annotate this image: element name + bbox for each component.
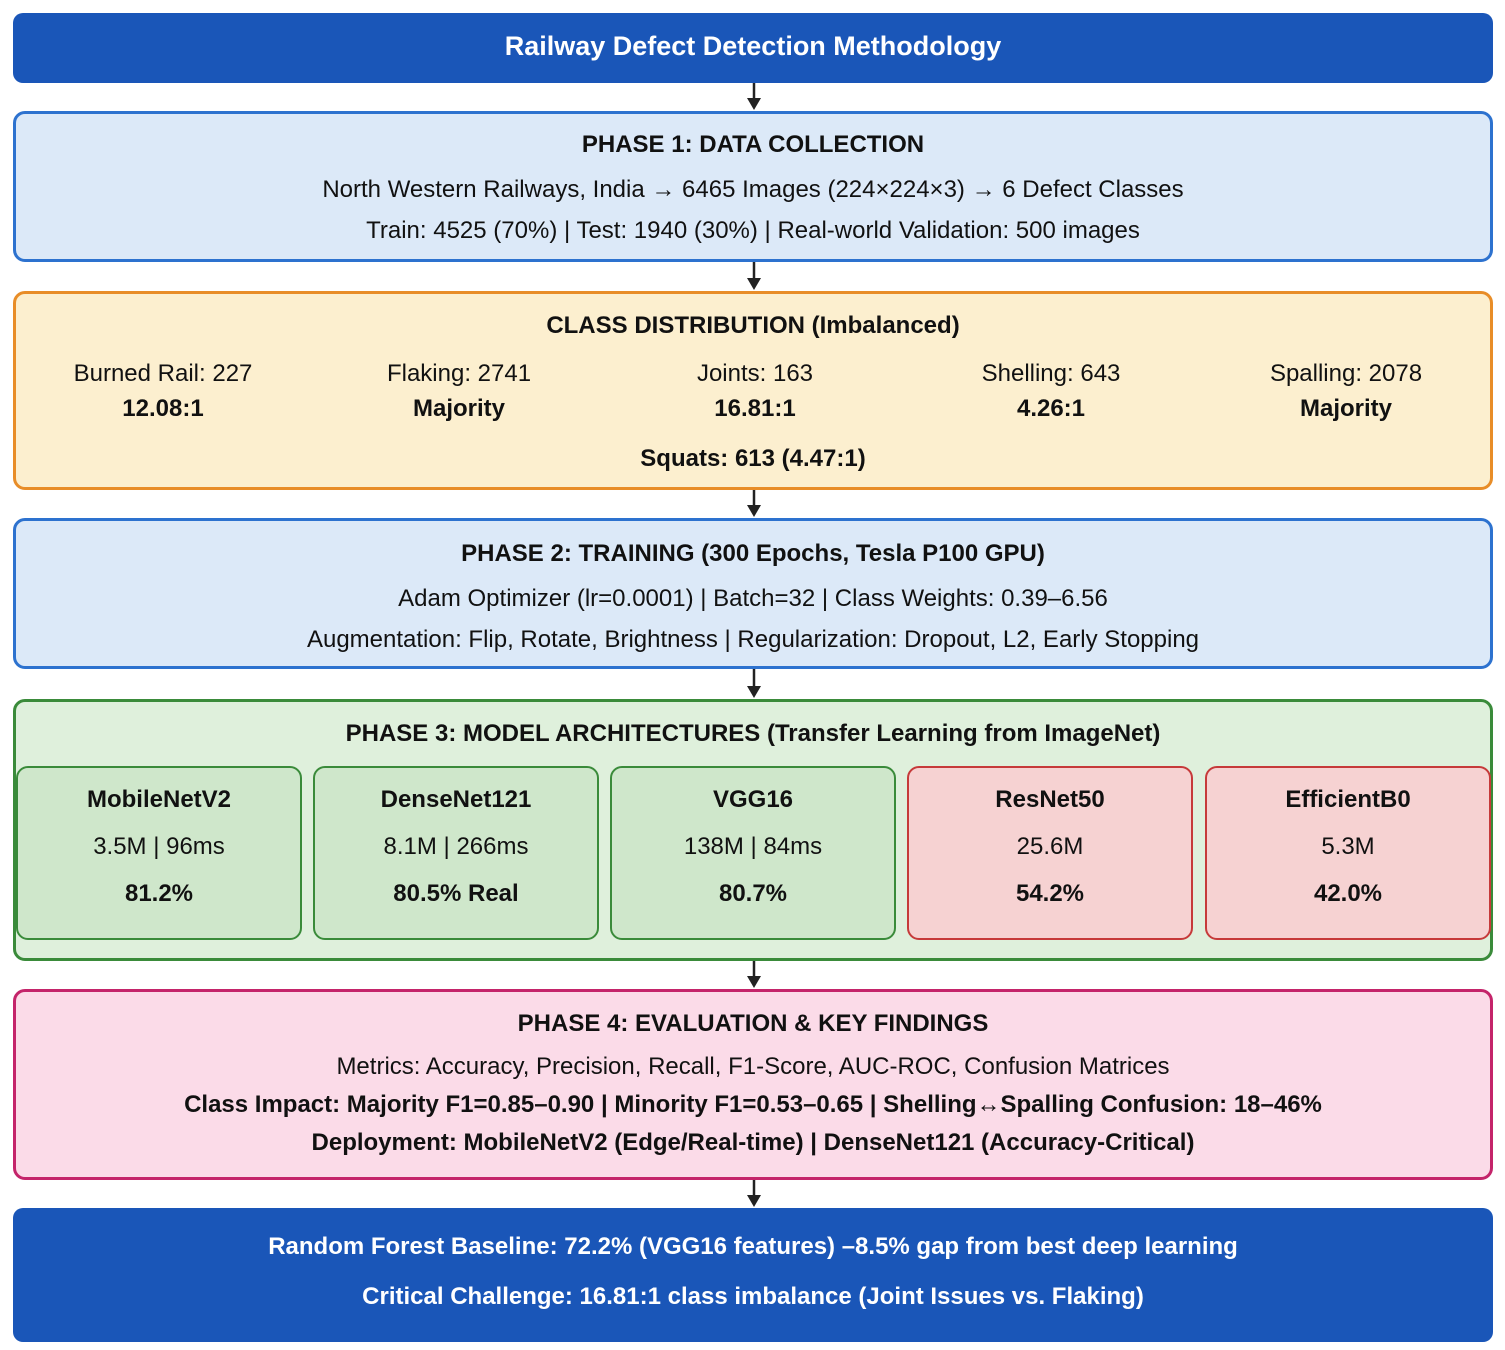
- model-name: EfficientB0: [1285, 786, 1411, 813]
- phase3-heading: PHASE 3: MODEL ARCHITECTURES (Transfer Learning from ImageNet): [345, 720, 1161, 747]
- arrow-down-icon: [746, 83, 762, 111]
- class-item: [608, 360, 902, 423]
- class-label: Burned Rail: 227: [73, 360, 253, 387]
- arrow-down-icon: [746, 1180, 762, 1208]
- phase4-box: [13, 989, 1493, 1180]
- model-accuracy: 80.5% Real: [393, 880, 519, 907]
- summary-bar: [13, 1208, 1493, 1342]
- model-name: MobileNetV2: [86, 786, 232, 813]
- class-ratio: Majority: [1299, 395, 1392, 422]
- model-stats: 138M | 84ms: [683, 833, 823, 860]
- class-ratio: 12.08:1: [122, 395, 204, 422]
- arrow-down-icon: [746, 490, 762, 518]
- class-item: [312, 360, 606, 423]
- phase1-line1: North Western Railways, India → 6465 Images (224×224×3) → 6 Defect Classes: [322, 176, 1184, 203]
- phase2-line1: Adam Optimizer (lr=0.0001) | Batch=32 | Class Weights: 0.39–6.56: [398, 585, 1108, 612]
- baseline-text: Random Forest Baseline: 72.2% (VGG16 features) –8.5% gap from best deep learning: [268, 1233, 1238, 1260]
- diagram-title: Railway Defect Detection Methodology: [504, 31, 1002, 61]
- model-accuracy: 42.0%: [1313, 880, 1383, 907]
- challenge-text: Critical Challenge: 16.81:1 class imbalance (Joint Issues vs. Flaking): [362, 1283, 1144, 1310]
- model-card-vgg16: [610, 766, 896, 940]
- phase2-heading: PHASE 2: TRAINING (300 Epochs, Tesla P100 GPU): [461, 540, 1045, 567]
- class-ratio: 16.81:1: [714, 395, 796, 422]
- model-name: DenseNet121: [380, 786, 532, 813]
- title-bar: [13, 13, 1493, 83]
- model-stats: 5.3M: [1321, 833, 1375, 860]
- model-card-densenet121: [313, 766, 599, 940]
- model-card-mobilenetv2: [16, 766, 302, 940]
- phase1-box: [13, 111, 1493, 262]
- phase4-heading: PHASE 4: EVALUATION & KEY FINDINGS: [517, 1010, 989, 1037]
- class-item: [904, 360, 1198, 423]
- arrow-down-icon: [746, 669, 762, 699]
- phase4-deployment: Deployment: MobileNetV2 (Edge/Real-time) | DenseNet121 (Accuracy-Critical): [311, 1129, 1195, 1156]
- class-label: Shelling: 643: [981, 360, 1121, 387]
- arrow-down-icon: [746, 961, 762, 989]
- model-stats: 3.5M | 96ms: [93, 833, 225, 860]
- phase1-line2: Train: 4525 (70%) | Test: 1940 (30%) | Real-world Validation: 500 images: [366, 217, 1140, 244]
- model-card-resnet50: [907, 766, 1193, 940]
- phase3-box: [13, 699, 1493, 961]
- class-distribution-box: [13, 291, 1493, 490]
- model-accuracy: 80.7%: [718, 880, 788, 907]
- class-label: Joints: 163: [696, 360, 814, 387]
- class-item: [1199, 360, 1493, 423]
- class-distribution-heading: CLASS DISTRIBUTION (Imbalanced): [546, 312, 960, 339]
- class-item: [16, 360, 310, 423]
- class-label: Spalling: 2078: [1269, 360, 1423, 387]
- model-accuracy: 54.2%: [1015, 880, 1085, 907]
- model-accuracy: 81.2%: [124, 880, 194, 907]
- squats-class: Squats: 613 (4.47:1): [640, 445, 866, 472]
- model-stats: 25.6M: [1016, 833, 1084, 860]
- model-stats: 8.1M | 266ms: [383, 833, 529, 860]
- class-ratio: 4.26:1: [1016, 395, 1086, 422]
- phase1-heading: PHASE 1: DATA COLLECTION: [581, 131, 925, 158]
- class-ratio: Majority: [412, 395, 505, 422]
- model-name: ResNet50: [995, 786, 1105, 813]
- model-name: VGG16: [712, 786, 794, 813]
- phase4-class-impact: Class Impact: Majority F1=0.85–0.90 | Minority F1=0.53–0.65 | Shelling↔Spalling Confusion: 18–46%: [184, 1091, 1322, 1118]
- arrow-down-icon: [746, 262, 762, 291]
- phase4-metrics: Metrics: Accuracy, Precision, Recall, F1-Score, AUC-ROC, Confusion Matrices: [336, 1053, 1170, 1080]
- class-label: Flaking: 2741: [386, 360, 532, 387]
- phase2-box: [13, 518, 1493, 669]
- phase2-line2: Augmentation: Flip, Rotate, Brightness | Regularization: Dropout, L2, Early Stopping: [306, 626, 1200, 653]
- model-card-efficientb0: [1205, 766, 1491, 940]
